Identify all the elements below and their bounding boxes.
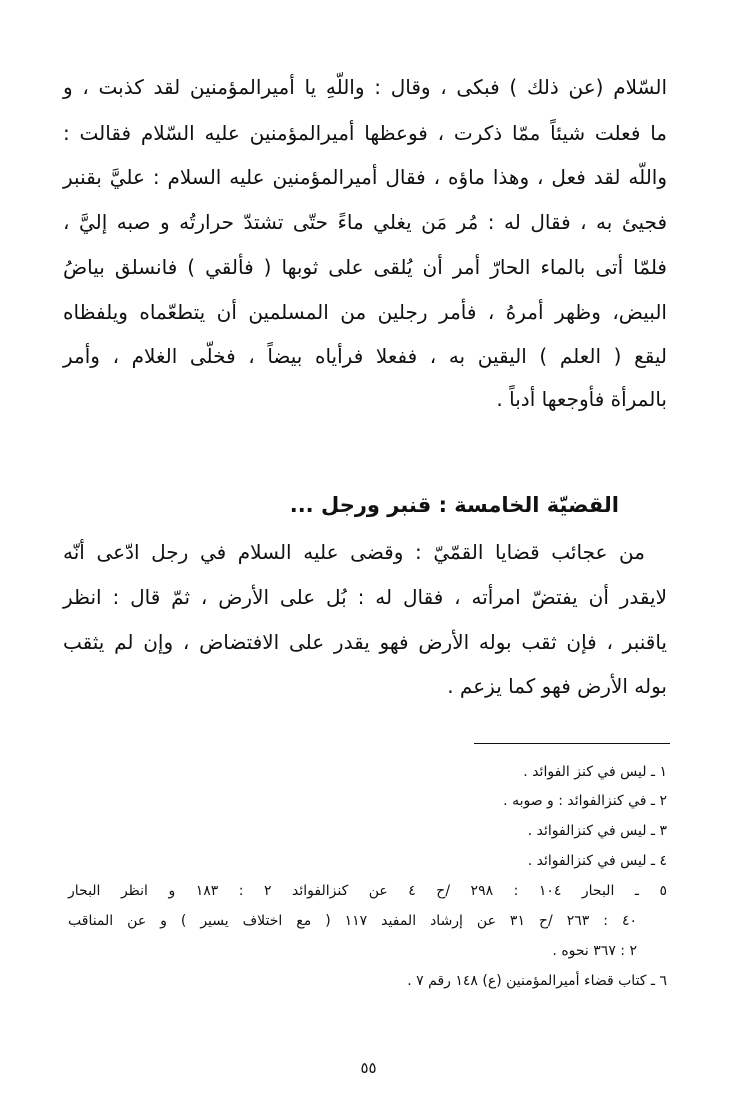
footnote-3: ٣ ـ ليس في كنزالفوائد . (527, 823, 667, 839)
footnote-5-line-1: ٥ ـ البحار ١٠٤ : ٢٩٨ /ح ٤ عن كنزالفوائد ٢ : ١٨٣ و انظر البحار (68, 883, 667, 899)
body-line-5: فلمّا أتى بالماء الحارّ أمر أن يُلقى على ثوبها ( فألقي ) فانسلق بياضُ (63, 255, 667, 279)
section-line-1: من عجائب قضايا القمّيّ : وقضى عليه السلام في رجل ادّعى أنّه (63, 540, 645, 564)
body-line-6: البيض، وظهر أمرهُ ، فأمر رجلين من المسلمين أن يتطعّماه ويلفظاه (63, 300, 667, 324)
body-line-4: فجيئ به ، فقال له : مُر مَن يغلي ماءً حتّى تشتدّ حرارتُه و صبه إليَّ ، (63, 210, 667, 234)
body-line-2: ما فعلت شيئاً ممّا ذكرت ، فوعظها أميرالمؤمنين عليه السّلام فقالت : (63, 121, 667, 145)
body-line-1: السّلام (عن ذلك ) فبكى ، وقال : واللّهِ يا أميرالمؤمنين لقد كذبت ، و (63, 75, 667, 99)
footnote-1: ١ ـ ليس في كنز الفوائد . (523, 764, 667, 780)
footnote-6: ٦ ـ كتاب قضاء أميرالمؤمنين (ع) ١٤٨ رقم ٧ . (407, 973, 667, 989)
body-line-7: ليقع ( العلم ) اليقين به ، ففعلا فرأياه بيضاً ، فخلّى الغلام ، وأمر (63, 344, 667, 368)
section-line-4: بوله الأرض فهو كما يزعم . (447, 674, 667, 698)
footnote-2: ٢ ـ في كنزالفوائد : و صوبه . (503, 793, 667, 809)
footnote-4: ٤ ـ ليس في كنزالفوائد . (527, 853, 667, 869)
page-number: ٥٥ (360, 1059, 377, 1077)
footnote-5-line-2: ٤٠ : ٢٦٣ /ح ٣١ عن إرشاد المفيد ١١٧ ( مع اختلاف يسير ) و عن المناقب (68, 913, 637, 929)
section-heading: القضيّة الخامسة : قنبر ورجل ... (289, 493, 619, 517)
body-line-8: بالمرأة فأوجعها أدباً . (496, 387, 667, 411)
footnote-separator (474, 743, 670, 744)
body-line-3: واللّه لقد فعل ، وهذا ماؤه ، فقال أميرالمؤمنين عليه السلام : عليَّ بقنبر (63, 165, 667, 189)
section-line-2: لايقدر أن يفتضّ امرأته ، فقال له : بُل على الأرض ، ثمّ قال : انظر (63, 585, 667, 609)
section-line-3: ياقنبر ، فإن ثقب بوله الأرض فهو يقدر على الافتضاض ، وإن لم يثقب (63, 630, 667, 654)
footnote-5-line-3: ٢ : ٣٦٧ نحوه . (552, 943, 637, 959)
